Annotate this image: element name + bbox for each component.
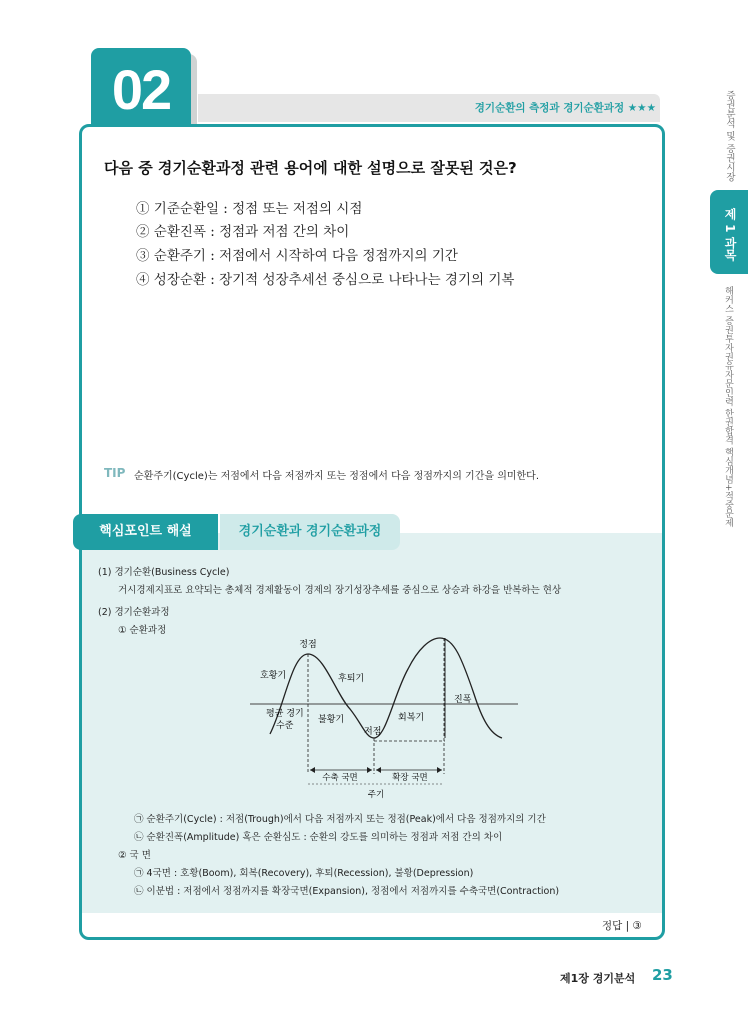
answer-label: 정답 | ③	[602, 920, 642, 932]
section-2-title: (2) 경기순환과정	[98, 607, 170, 618]
label-expansion: 확장 국면	[392, 773, 428, 783]
cycle-item-2: ㉡ 순환진폭(Amplitude) 혹은 순환심도 : 순환의 강도를 의미하는 정점과 저점 간의 차이	[134, 832, 503, 843]
cycle-item-1: ㉠ 순환주기(Cycle) : 저점(Trough)에서 다음 저점까지 또는 정점(Peak)에서 다음 정점까지의 기간	[134, 814, 546, 825]
side-book-title: 해커스 증권투자권유자문인력 한권합격 핵심개념+적중문제	[723, 286, 733, 528]
option-2: ② 순환진폭 : 정점과 저점 간의 차이	[136, 224, 350, 240]
option-4: ④ 성장순환 : 장기적 성장추세선 중심으로 나타나는 경기의 기복	[136, 272, 515, 288]
business-cycle-diagram	[240, 634, 540, 804]
option-1: ① 기준순환일 : 정점 또는 저점의 시점	[136, 201, 363, 217]
label-trough: 저점	[364, 727, 382, 737]
section-2-subtitle-cycle: ① 순환과정	[118, 625, 167, 636]
question-number: 02	[91, 48, 191, 124]
question-text: 다음 중 경기순환과정 관련 용어에 대한 설명으로 잘못된 것은?	[104, 159, 517, 177]
side-tab-subject	[710, 190, 748, 274]
side-tab-label: 제 1 과목	[723, 208, 737, 261]
section-1-title: (1) 경기순환(Business Cycle)	[98, 567, 230, 578]
label-depression-phase: 불황기	[318, 715, 345, 725]
label-avg-level-1: 평균 경기	[266, 709, 304, 719]
phase-item-2: ㉡ 이분법 : 저점에서 정점까지를 확장국면(Expansion), 정점에서 저점까지를 수축국면(Contraction)	[134, 886, 560, 897]
label-amplitude: 진폭	[454, 695, 472, 705]
page-number: 23	[652, 966, 673, 984]
footer-chapter: 제1장 경기분석	[560, 972, 636, 985]
label-recession-phase: 후퇴기	[338, 674, 365, 684]
explanation-tab-key-points: 핵심포인트 해설	[73, 514, 218, 550]
side-subject-title: 증권분석 및 증권시장	[724, 90, 735, 182]
label-contraction: 수축 국면	[322, 773, 358, 783]
phase-item-1: ㉠ 4국면 : 호황(Boom), 회복(Recovery), 후퇴(Recession), 불황(Depression)	[134, 868, 474, 879]
cycle-curve	[270, 638, 502, 738]
label-expansion-phase: 호황기	[260, 671, 287, 681]
explanation-tab-topic: 경기순환과 경기순환과정	[220, 514, 400, 550]
tip-label: TIP	[104, 466, 126, 480]
label-cycle: 주기	[367, 790, 385, 800]
topic-title: 경기순환의 측정과 경기순환과정 ★★★	[474, 102, 656, 114]
label-recovery-phase: 회복기	[398, 713, 425, 723]
section-2-subtitle-phases: ② 국 면	[118, 850, 151, 861]
label-avg-level-2: 수준	[276, 721, 294, 731]
section-1-body: 거시경제지표로 요약되는 총체적 경제활동이 경제의 장기성장추세를 중심으로 상승과 하강을 반복하는 현상	[118, 585, 562, 596]
label-peak: 정점	[299, 640, 317, 650]
option-3: ③ 순환주기 : 저점에서 시작하여 다음 정점까지의 기간	[136, 248, 458, 264]
tip-text: 순환주기(Cycle)는 저점에서 다음 저점까지 또는 정점에서 다음 정점까지의 기간을 의미한다.	[134, 471, 540, 482]
